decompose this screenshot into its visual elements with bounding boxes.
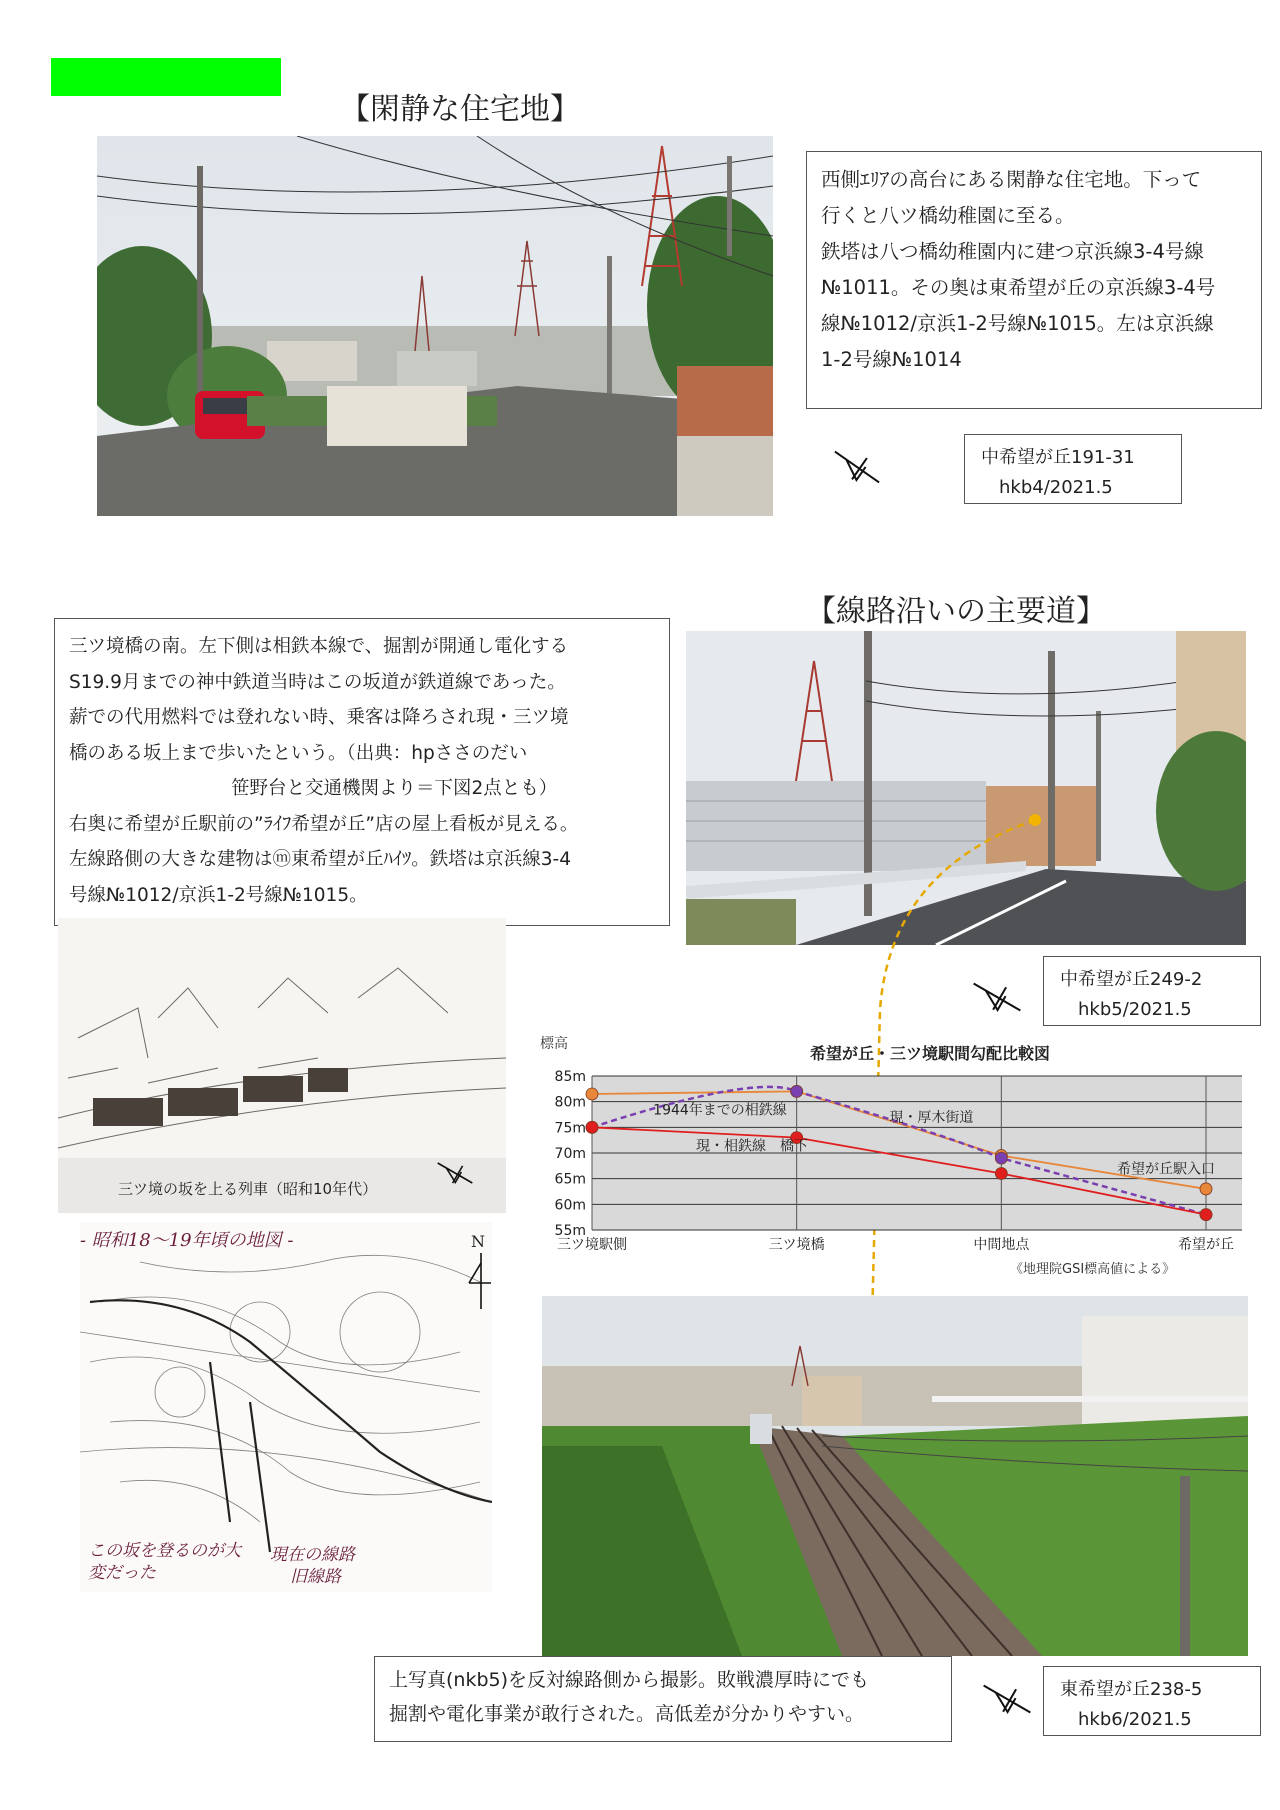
chart-annotation: 現・厚木街道: [889, 1110, 974, 1127]
caption-code: hkb4/2021.5: [999, 477, 1113, 498]
section2-title: 【線路沿いの主要道】: [806, 594, 1106, 629]
north-compass-icon: [972, 1664, 1042, 1734]
description-line: 掘割や電化事業が敢行された。高低差が分かりやすい。: [389, 1703, 865, 1725]
north-compass-icon: [430, 1148, 480, 1198]
chart-point: [1200, 1209, 1212, 1221]
section2-caption-box: [1043, 956, 1261, 1026]
chart-x-tick-label: 希望が丘: [1178, 1237, 1234, 1253]
description-line: 左線路側の大きな建物はⓜ東希望が丘ﾊｲﾂ。鉄塔は京浜線3-4: [69, 849, 571, 870]
chart-point: [995, 1168, 1007, 1180]
caption-address: 中希望が丘249-2: [1060, 969, 1203, 990]
chart-annotation: 希望が丘駅入口: [1117, 1161, 1215, 1178]
description-line: №1011。その奥は東希望が丘の京浜線3-4号: [821, 276, 1216, 299]
description-line: 右奥に希望が丘駅前の”ﾗｲﾌ希望が丘”店の屋上看板が見える。: [69, 813, 579, 835]
map-showa-18-19: [80, 1222, 492, 1592]
description-line: 鉄塔は八つ橋幼稚園内に建つ京浜線3-4号線: [821, 240, 1204, 263]
photo-residential-area: [97, 136, 773, 516]
description-line: 線№1012/京浜1-2号線№1015。左は京浜線: [821, 312, 1214, 335]
section3-caption-box: [1043, 1666, 1261, 1736]
north-compass-icon: [822, 432, 892, 502]
caption-address: 中希望が丘191-31: [981, 447, 1135, 468]
chart-y-tick-label: 55m: [554, 1223, 586, 1239]
description-line: 号線№1012/京浜1-2号線№1015。: [69, 884, 368, 906]
chart-point: [586, 1121, 598, 1133]
chart-annotation: 1944年までの相鉄線: [653, 1102, 787, 1119]
description-line: 薪での代用燃料では登れない時、乗客は降ろされ現・三ツ境: [69, 707, 569, 728]
caption-address: 東希望が丘238-5: [1060, 1679, 1203, 1700]
map-title: - 昭和18～19年頃の地図 -: [80, 1230, 294, 1251]
description-line: 1-2号線№1014: [821, 348, 962, 371]
chart-point: [1200, 1183, 1212, 1195]
map-note-slope: この坂を登るのが大変だった: [88, 1541, 241, 1583]
chart-source-note: 《地理院GSI標高値による》: [1010, 1262, 1176, 1277]
chart-y-tick-label: 70m: [554, 1146, 586, 1162]
description-line: 西側ｴﾘｱの高台にある閑静な住宅地。下って: [821, 168, 1202, 191]
chart-x-tick-label: 中間地点: [973, 1237, 1030, 1253]
chart-y-tick-label: 65m: [554, 1171, 586, 1188]
north-arrow-icon: [463, 1232, 493, 1312]
description-line: 三ツ境橋の南。左下側は相鉄本線で、掘割が開通し電化する: [69, 636, 569, 657]
description-line: S19.9月までの神中鉄道当時はこの坂道が鉄道線であった。: [69, 671, 566, 693]
elevation-chart: [530, 1028, 1252, 1280]
description-line: 行くと八ツ橋幼稚園に至る。: [821, 204, 1075, 227]
chart-y-tick-label: 85m: [554, 1069, 586, 1085]
map-note-old-line: 旧線路: [290, 1567, 341, 1587]
section2-description-box: [54, 618, 670, 926]
section1-description-box: [806, 151, 1262, 409]
section1-title: 【閑静な住宅地】: [340, 92, 580, 127]
caption-code: hkb5/2021.5: [1078, 999, 1192, 1020]
chart-x-tick-label: 三ツ境駅側: [557, 1237, 627, 1253]
chart-point: [791, 1085, 803, 1097]
description-line: 上写真(nkb5)を反対線路側から撮影。敗戦濃厚時にでも: [389, 1669, 870, 1691]
photo-railway-cutting: [542, 1296, 1248, 1656]
chart-svg: [530, 1028, 1252, 1280]
chart-point: [586, 1088, 598, 1100]
caption-code: hkb6/2021.5: [1078, 1709, 1192, 1730]
chart-point: [995, 1152, 1007, 1164]
sketch-caption: 三ツ境の坂を上る列車（昭和10年代）: [118, 1180, 378, 1198]
green-label-block: [51, 58, 281, 96]
description-line: 橋のある坂上まで歩いたという。（出典：hpささのだい: [69, 742, 528, 764]
chart-title: 希望が丘・三ツ境駅間勾配比較図: [810, 1044, 1051, 1063]
chart-y-tick-label: 75m: [554, 1120, 586, 1137]
description-line: 笹野台と交通機関より＝下図2点とも）: [231, 778, 558, 799]
chart-ylabel: 標高: [540, 1036, 568, 1052]
chart-annotation: 現・相鉄線 橋下: [696, 1138, 808, 1155]
chart-x-tick-label: 三ツ境橋: [768, 1237, 825, 1253]
north-compass-icon: [962, 962, 1032, 1032]
section1-caption-box: [964, 434, 1182, 504]
chart-y-tick-label: 80m: [554, 1094, 586, 1111]
map-note-current-line: 現在の線路: [270, 1545, 355, 1565]
chart-y-tick-label: 60m: [554, 1197, 586, 1214]
north-label: N: [471, 1232, 485, 1251]
section3-description-box: [374, 1656, 952, 1742]
